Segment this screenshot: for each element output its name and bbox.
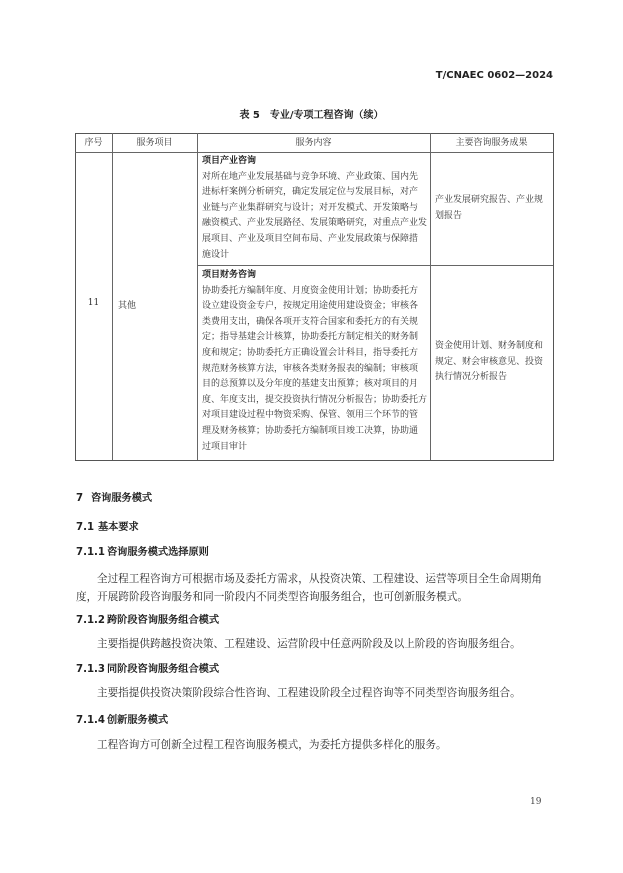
subsection-heading-7-1-3 [76, 660, 219, 675]
deliverable-line: 规定、财会审核意见、投资 [435, 356, 544, 367]
column-header-deliverables: 主要咨询服务成果 [455, 138, 528, 148]
service-content-line: 理及财务核算；协助委托方编制项目竣工决算，协助通 [202, 425, 419, 436]
service-content-heading: 项目产业咨询 [202, 156, 257, 166]
deliverable-line: 划报告 [435, 210, 463, 221]
paragraph-line: 主要指提供投资决策阶段综合性咨询、工程建设阶段全过程咨询等不同类型咨询服务组合。 [97, 687, 521, 699]
subsection-title: 同阶段咨询服务组合模式 [107, 664, 220, 675]
subsection-title: 跨阶段咨询服务组合模式 [107, 615, 220, 626]
subsection-number: 7.1.3 [76, 664, 106, 675]
column-header-service-content: 服务内容 [295, 138, 332, 148]
deliverable-line: 执行情况分析报告 [435, 372, 508, 383]
column-header-number: 序号 [84, 138, 103, 148]
service-content-line: 规范财务核算方法，审核各类财务报表的编制；审核项 [202, 363, 419, 374]
table-col-divider [112, 133, 113, 460]
table-col-divider [430, 133, 431, 460]
subsection-number: 7.1.4 [76, 715, 106, 726]
page-number: 19 [530, 797, 542, 807]
column-header-service-item: 服务项目 [136, 138, 173, 148]
service-content-line: 对项目建设过程中物资采购、保管、领用三个环节的管 [202, 410, 419, 421]
section-heading-7-1 [76, 518, 139, 533]
subsection-number: 7.1.1 [76, 547, 106, 558]
deliverable-industry [435, 193, 543, 224]
service-content-line: 度和规定；协助委托方正确设置会计科目，指导委托方 [202, 347, 419, 358]
paragraph-line: 主要指提供跨越投资决策、工程建设、运营阶段中任意两阶段及以上阶段的咨询服务组合。 [97, 638, 521, 650]
row-service-item: 其他 [118, 301, 137, 311]
table-row-divider [197, 265, 553, 266]
subsection-number: 7.1.2 [76, 615, 106, 626]
service-content-line: 目的总预算以及分年度的基建支出预算；核对项目的月 [202, 379, 419, 390]
section-title: 咨询服务模式 [91, 493, 153, 504]
paragraph-line: 度，开展跨阶段咨询服务和同一阶段内不同类型咨询服务组合，也可创新服务模式。 [76, 591, 468, 603]
section-title: 基本要求 [98, 522, 139, 533]
service-content-industry [202, 154, 427, 263]
table-header-divider [75, 152, 553, 153]
service-content-finance [202, 268, 427, 455]
section-number: 7.1 [76, 522, 95, 533]
row-number: 11 [87, 298, 100, 308]
section-heading-7 [76, 489, 152, 504]
subsection-title: 咨询服务模式选择原则 [107, 547, 209, 558]
service-content-line: 进标杆案例分析研究，确定发展定位与发展目标，对产 [202, 187, 419, 198]
deliverable-finance [435, 339, 543, 386]
subsection-heading-7-1-2 [76, 611, 219, 626]
service-content-line: 施设计 [202, 249, 230, 260]
service-content-heading: 项目财务咨询 [202, 270, 257, 280]
service-content-line: 协助委托方编制年度、月度资金使用计划；协助委托方 [202, 285, 419, 296]
table-col-divider [197, 133, 198, 460]
service-content-line: 设立建设资金专户，按规定用途使用建设资金；审核各 [202, 301, 419, 312]
paragraph-line: 全过程工程咨询方可根据市场及委托方需求，从投资决策、工程建设、运营等项目全生命周期角 [97, 573, 542, 585]
deliverable-line: 产业发展研究报告、产业规 [435, 195, 544, 205]
service-content-line: 展项目、产业及项目空间布局、产业发展政策与保障措 [202, 233, 419, 244]
paragraph-line: 工程咨询方可创新全过程工程咨询服务模式，为委托方提供多样化的服务。 [97, 739, 447, 751]
service-content-line: 定；指导基建会计核算，协助委托方制定相关的财务制 [202, 332, 419, 343]
subsection-heading-7-1-4 [76, 711, 168, 726]
service-content-line: 过项目审计 [202, 441, 248, 452]
subsection-title: 创新服务模式 [107, 715, 169, 726]
service-content-line: 度、年度支出，提交投资执行情况分析报告；协助委托方 [202, 394, 428, 405]
service-content-line: 业链与产业集群研究与设计；对开发模式、开发策略与 [202, 202, 419, 213]
section-number: 7 [76, 493, 84, 504]
service-content-line: 融资模式、产业发展路径、发展策略研究，对重点产业发 [202, 218, 428, 229]
table-title: 表 5 专业/专项工程咨询（续） [239, 110, 384, 121]
standard-code: T/CNAEC 0602—2024 [435, 70, 553, 81]
service-content-line: 对所在地产业发展基础与竞争环境、产业政策、国内先 [202, 171, 419, 182]
subsection-heading-7-1-1 [76, 543, 209, 558]
deliverable-line: 资金使用计划、财务制度和 [435, 341, 544, 351]
service-content-line: 类费用支出，确保各项开支符合国家和委托方的有关规 [202, 316, 419, 327]
